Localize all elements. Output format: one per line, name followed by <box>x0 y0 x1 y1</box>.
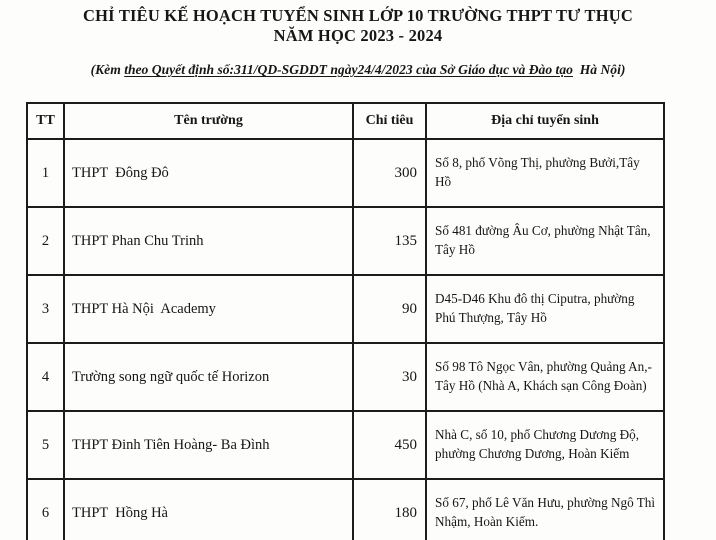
table-body <box>27 139 664 540</box>
table-row <box>27 479 664 540</box>
quota-cell: 450 <box>353 411 426 479</box>
header-tt: TT <box>27 103 64 139</box>
quota-cell: 135 <box>353 207 426 275</box>
document-subtitle <box>10 61 706 78</box>
table-row <box>27 411 664 479</box>
school-name-cell: THPT Đông Đô <box>64 139 353 207</box>
table-row <box>27 139 664 207</box>
table-header-row <box>27 103 664 139</box>
school-name-cell: THPT Hà Nội Academy <box>64 275 353 343</box>
table-row <box>27 343 664 411</box>
address-cell: Số 67, phố Lê Văn Hưu, phường Ngô Thì Nhậm, Hoàn Kiếm. <box>426 479 664 540</box>
header-address: Địa chỉ tuyển sinh <box>426 103 664 139</box>
enrollment-quota-table <box>26 102 665 540</box>
row-number-cell: 1 <box>27 139 64 207</box>
address-cell: D45-D46 Khu đô thị Ciputra, phường Phú Thượng, Tây Hồ <box>426 275 664 343</box>
school-name-cell: THPT Phan Chu Trinh <box>64 207 353 275</box>
school-name-cell: THPT Hồng Hà <box>64 479 353 540</box>
table-header <box>27 103 664 139</box>
scanned-document-page <box>0 6 716 540</box>
subtitle-decision-reference: theo Quyết định số:311/QD-SGDDT ngày24/4/2023 của Sở Giáo dục và Đào tạo <box>124 62 573 77</box>
address-cell: Số 481 đường Âu Cơ, phường Nhật Tân, Tây Hồ <box>426 207 664 275</box>
subtitle-suffix: Hà Nội) <box>572 62 626 77</box>
quota-cell: 180 <box>353 479 426 540</box>
address-cell: Số 8, phố Võng Thị, phường Bưởi,Tây Hồ <box>426 139 664 207</box>
document-title-line2: NĂM HỌC 2023 - 2024 <box>273 26 443 45</box>
school-name-cell: Trường song ngữ quốc tế Horizon <box>64 343 353 411</box>
row-number-cell: 3 <box>27 275 64 343</box>
school-name-cell: THPT Đinh Tiên Hoàng- Ba Đình <box>64 411 353 479</box>
row-number-cell: 5 <box>27 411 64 479</box>
header-school-name: Tên trường <box>64 103 353 139</box>
table-row <box>27 207 664 275</box>
quota-cell: 300 <box>353 139 426 207</box>
document-title-line1: CHỈ TIÊU KẾ HOẠCH TUYỂN SINH LỚP 10 TRƯỜNG THPT TƯ THỤC <box>83 6 633 25</box>
subtitle-prefix: (Kèm <box>90 62 125 77</box>
address-cell: Số 98 Tô Ngọc Vân, phường Quảng An,- Tây Hồ (Nhà A, Khách sạn Công Đoàn) <box>426 343 664 411</box>
row-number-cell: 6 <box>27 479 64 540</box>
row-number-cell: 2 <box>27 207 64 275</box>
table-row <box>27 275 664 343</box>
quota-cell: 90 <box>353 275 426 343</box>
address-cell: Nhà C, số 10, phố Chương Dương Độ, phường Chương Dương, Hoàn Kiếm <box>426 411 664 479</box>
quota-cell: 30 <box>353 343 426 411</box>
document-title <box>8 6 708 46</box>
row-number-cell: 4 <box>27 343 64 411</box>
header-quota: Chỉ tiêu <box>353 103 426 139</box>
